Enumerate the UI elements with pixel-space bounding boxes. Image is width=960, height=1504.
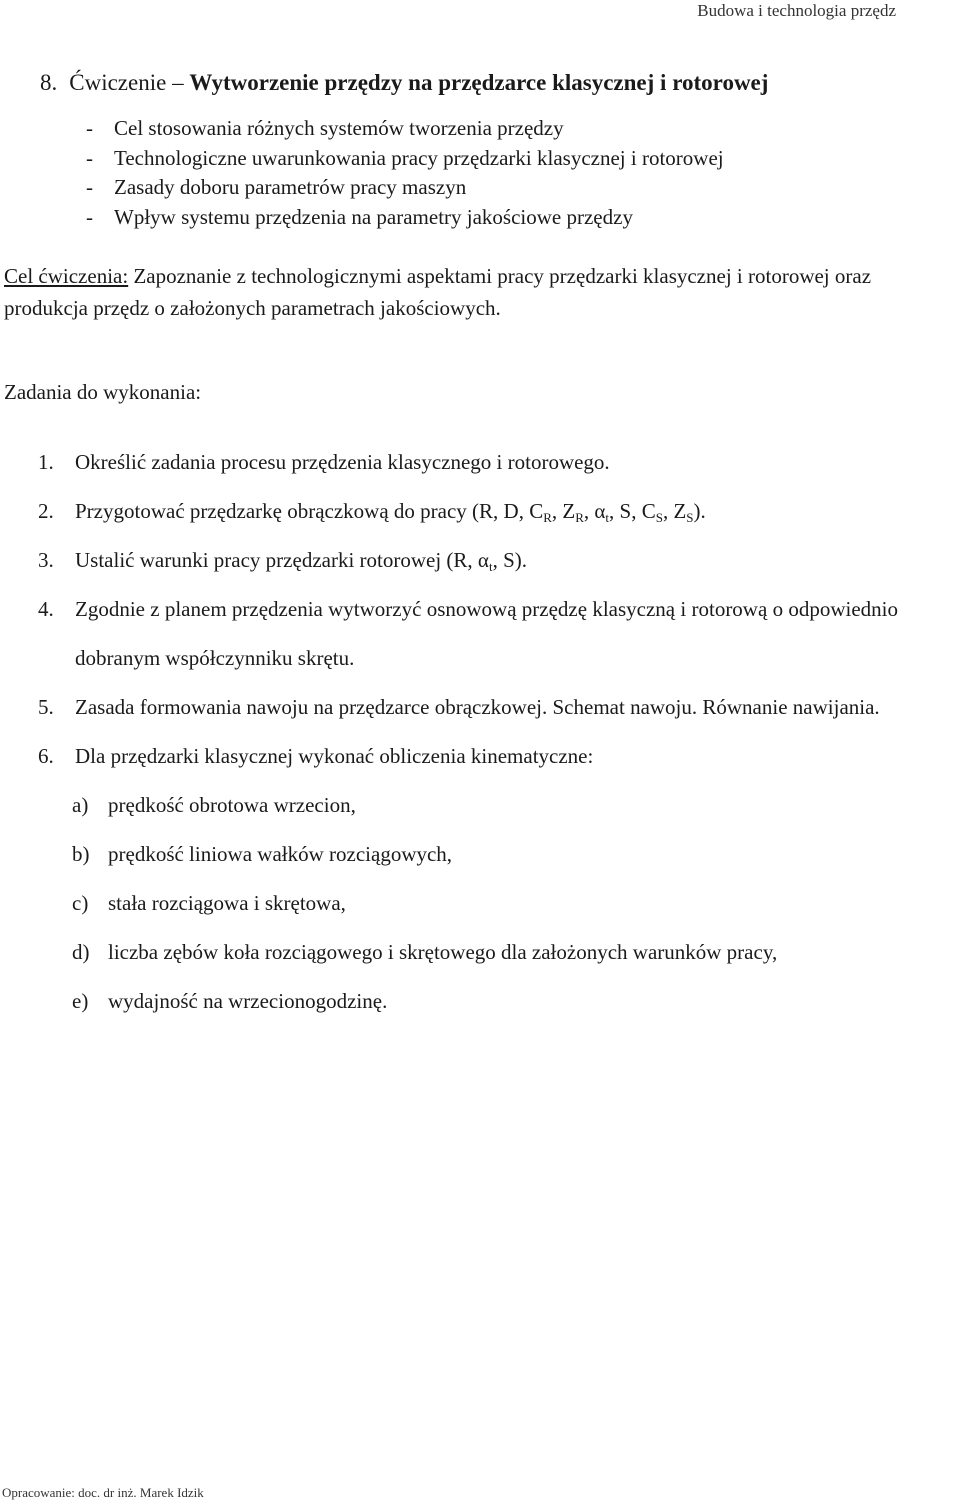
subtask-list [72,781,898,1026]
section-prefix: Ćwiczenie – [69,70,190,95]
task-item-3: 3. Ustalić warunki pracy przędzarki rotorowej (R, $\alpha_t$, S). [38,548,527,574]
task-list [38,438,898,1026]
subtask-item: b) prędkość liniowa wałków rozciągowych, [72,842,453,866]
subtask-item: a) prędkość obrotowa wrzecion, [72,793,356,817]
topic-list [86,114,724,232]
subtask-item: d) liczba zębów koła rozciągowego i skrętowego dla założonych warunków pracy, [72,940,778,964]
subtask-item: c) stała rozciągowa i skrętowa, [72,891,346,915]
topic-item: - Zasady doboru parametrów pracy maszyn [108,173,724,203]
section-title-bold: Wytworzenie przędzy na przędzarce klasycznej i rotorowej [189,70,769,95]
goal-label: Cel ćwiczenia: [4,264,129,288]
bullet-marker: - [86,116,93,140]
topic-item: - Cel stosowania różnych systemów tworzenia przędzy [108,114,724,144]
page-footer-author: Opracowanie: doc. dr inż. Marek Idzik [2,1485,204,1500]
exercise-goal [4,260,904,324]
task-item-5: 5. Zasada formowania nawoju na przędzarce obrączkowej. Schemat nawoju. Równanie nawijania. [38,695,880,719]
task-item-2: 2. Przygotować przędzarkę obrączkową do pracy (R, D, $C_R$, $Z_R$, $\alpha_t$, S, $C_S$, $Z_S$). [38,499,706,525]
task-item-6: 6. Dla przędzarki klasycznej wykonać obliczenia kinematyczne: a) prędkość obrotowa wrzecion, b) prędkość liniowa wałków rozciągowych, c) stała rozciągowa i skrętowa, d) liczba zębów koła rozciągowego i skrętowego dla założonych warunków pracy, e) wydajność na wrzecionogodzinę. [38,732,898,1026]
goal-text: Zapoznanie z technologicznymi aspektami pracy przędzarki klasycznej i rotorowej oraz produkcja przędz o założonych parametrach jakościowych. [4,264,872,320]
task-item-1: 1. Określić zadania procesu przędzenia klasycznego i rotorowego. [38,450,610,474]
bullet-marker: - [86,175,93,199]
tasks-heading: Zadania do wykonania: [4,380,202,404]
section-number: 8. [40,70,58,95]
running-header: Budowa i technologia przędz [697,1,896,20]
section-title [40,68,768,98]
subtask-item: e) wydajność na wrzecionogodzinę. [72,989,388,1013]
topic-item: - Wpływ systemu przędzenia na parametry jakościowe przędzy [108,203,724,233]
bullet-marker: - [86,204,93,229]
task-item-4: 4. Zgodnie z planem przędzenia wytworzyć osnowową przędzę klasyczną i rotorową o odpowiednio dobranym współczynniku skrętu. [38,597,898,670]
topic-item: - Technologiczne uwarunkowania pracy przędzarki klasycznej i rotorowej [108,144,724,174]
bullet-marker: - [86,145,93,170]
